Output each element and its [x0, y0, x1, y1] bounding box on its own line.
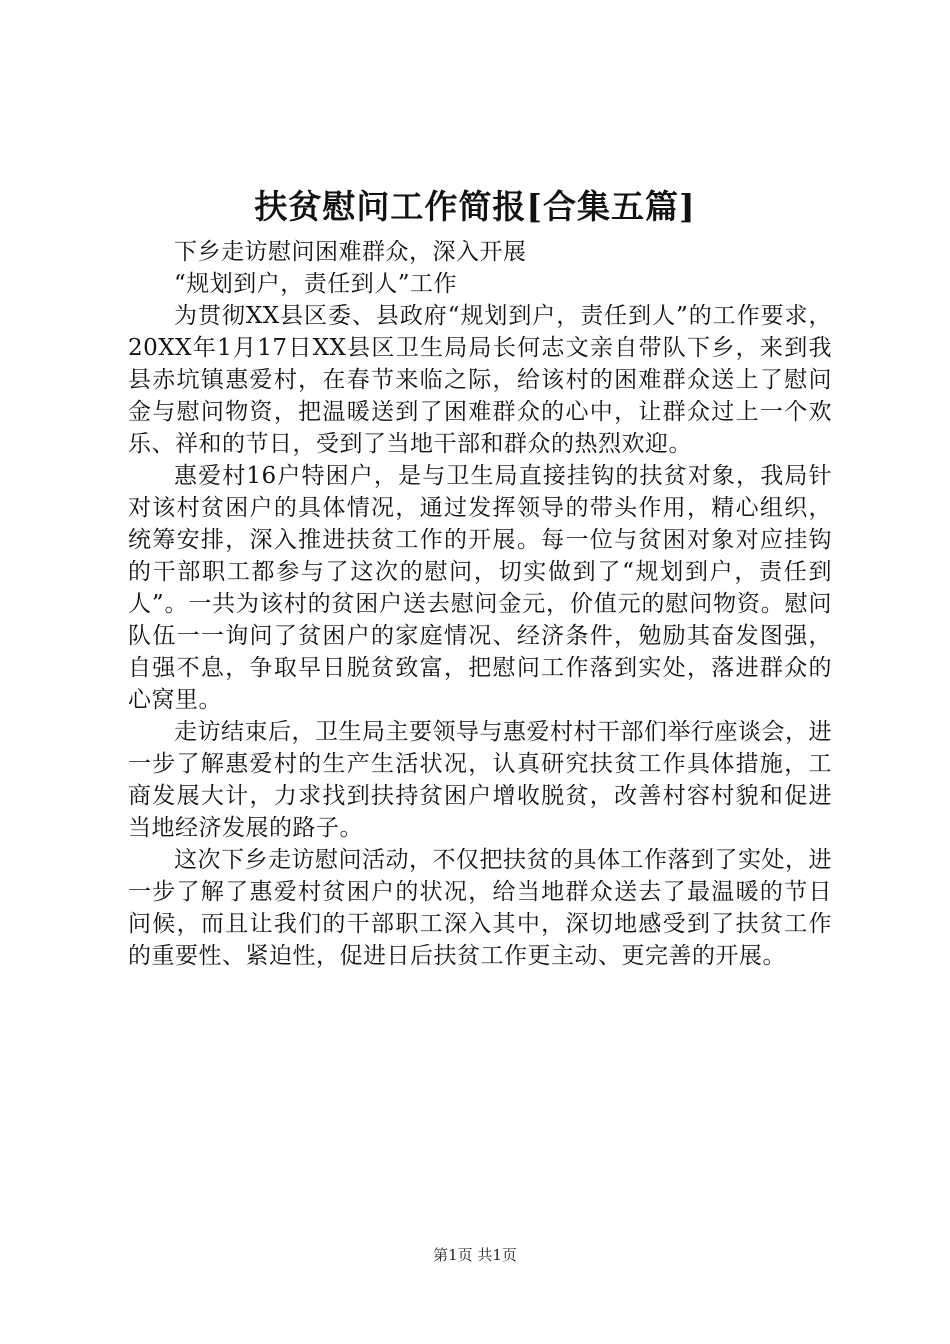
document-body	[128, 236, 832, 972]
document-title: 扶贫慰问工作简报[合集五篇]	[254, 187, 696, 226]
paragraph-intro-line-2: “规划到户，责任到人”工作	[174, 271, 458, 297]
paragraph-2: 惠爱村16户特困户，是与卫生局直接挂钩的扶贫对象，我局针对该村贫困户的具体情况，通过发挥领导的带头作用，精心组织，统筹安排，深入推进扶贫工作的开展。每一位与贫困对象对应挂钩的干部职工都参与了这次的慰问，切实做到了“规划到户，责任到人”。一共为该村的贫困户送去慰问金元，价值元的慰问物资。慰问队伍一一询问了贫困户的家庭情况、经济条件，勉励其奋发图强，自强不息，争取早日脱贫致富，把慰问工作落到实处，落进群众的心窝里。	[128, 463, 832, 713]
paragraph-4: 这次下乡走访慰问活动，不仅把扶贫的具体工作落到了实处，进一步了解了惠爱村贫困户的状况，给当地群众送去了最温暖的节日问候，而且让我们的干部职工深入其中，深切地感受到了扶贫工作的重要性、紧迫性，促进日后扶贫工作更主动、更完善的开展。	[128, 847, 832, 969]
page-footer: 第1页 共1页	[433, 1246, 517, 1264]
paragraph-intro-line-1: 下乡走访慰问困难群众，深入开展	[174, 239, 527, 265]
paragraph-1: 为贯彻XX县区委、县政府“规划到户，责任到人”的工作要求，20XX年1月17日XX县区卫生局局长何志文亲自带队下乡，来到我县赤坑镇惠爱村，在春节来临之际，给该村的困难群众送上了慰问金与慰问物资，把温暖送到了困难群众的心中，让群众过上一个欢乐、祥和的节日，受到了当地干部和群众的热烈欢迎。	[128, 303, 832, 457]
paragraph-3: 走访结束后，卫生局主要领导与惠爱村村干部们举行座谈会，进一步了解惠爱村的生产生活状况，认真研究扶贫工作具体措施，工商发展大计，力求找到扶持贫困户增收脱贫，改善村容村貌和促进当地经济发展的路子。	[128, 719, 832, 841]
